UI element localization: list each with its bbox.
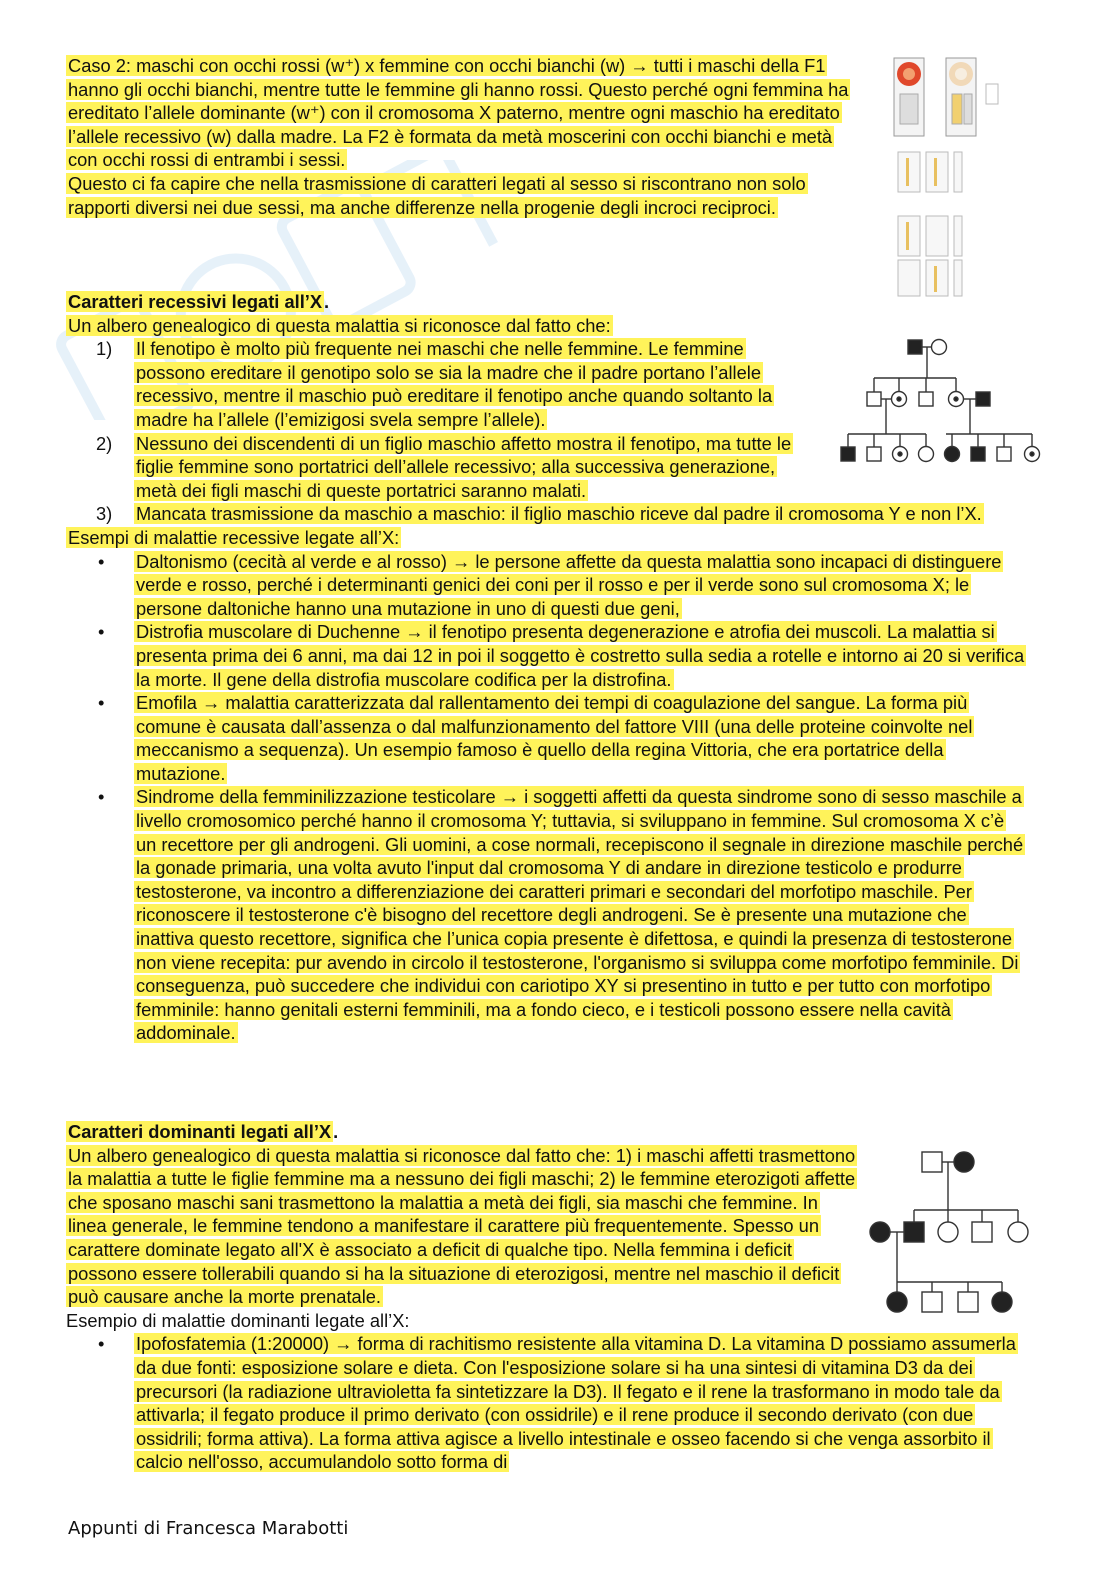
dominant-intro: Un albero genealogico di questa malattia si riconosce dal fatto che: 1) i maschi affetti trasmettono la malattia a tutte le figlie femmine ma a nessuno dei figli maschi; 2) le femmine eterozigoti affette che sposano maschi sani trasmettono la malattia a metà dei figli, sia maschi che femmine. In linea generale, le femmine tendono a manifestare il carattere più frequentemente. Spesso un carattere dominate legato all'X è associato a deficit di qualche tipo. Nella femmina i deficit possono essere tollerabili quando si ha la situazione di eterozigosi, mentre nel maschio il deficit può causare anche la morte prenatale. [68,1144,856,1308]
case2-paragraph: Caso 2: maschi con occhi rossi (w⁺) x femmine con occhi bianchi (w) → tutti i maschi della F1 hanno gli occhi bianchi, mentre tutte le femmine gli hanno rossi. Questo perché ogni femmina ha ereditato l’allele dominante (w⁺) con il cromosoma X paterno, mentre ogni maschio ha ereditato l’allele recessivo (w) dalla madre. La F2 è formata da metà moscerini con occhi bianchi e metà con occhi rossi di entrambi i sessi. [68,55,849,171]
dominant-section: Caratteri dominanti legati all’X . Un albero genealogico di questa malattia si riconosce dal fatto che: 1) i maschi affetti trasmettono la malattia a tutte le figlie femmine ma a nessuno dei figli maschi; 2) le femmine eterozigoti affette che sposano maschi sani trasmettono la malattia a metà dei figli, sia maschi che femmine. In linea generale, le femmine tendono a manifestare il carattere più frequentemente. Spesso un carattere dominate legato all'X è associato a deficit di qualche tipo. Nella femmina i deficit possono essere tollerabili quando si ha la situazione di eterozigosi, mentre nel maschio il deficit può causare anche la morte prenatale. Esempio di malattie dominanti legate all’X: • Ipofosfatemia (1:20000) → forma di rachitismo resistente alla vitamina D. La vitamina D possiamo assumerla da due fonti: esposizione solare e dieta. Con l'esposizione solare si ha una sintesi di vitamina D3 da dei precursori (la radiazione ultravioletta fa sintetizzare la D3). Il fegato e il rene la trasformano in modo tale da attivarla; il fegato produce il primo derivato (con ossidrile) e il rene produce il secondo derivato (con due ossidrili; forma attiva). La forma attiva agisce a livello intestinale e osseo facendo si che venga assorbito il calcio nell'osso, accumulandolo sotto forma di [66,1120,1026,1474]
page-footer: Appunti di Francesca Marabotti [68,1518,349,1539]
dominant-examples-intro: Esempio di malattie dominanti legate all’X: [66,1309,410,1331]
recessive-pedigree-chart-icon [836,334,1046,470]
recessive-heading: Caratteri recessivi legati all’X [68,291,323,312]
recessive-intro: Un albero genealogico di questa malattia si riconosce dal fatto che: [68,314,611,336]
recessive-examples-list [66,550,1026,1045]
list-item: • Sindrome della femminilizzazione testicolare → i soggetti affetti da questa sindrome sono di sesso maschile a livello cromosomico perché hanno il cromosoma Y; tuttavia, si sviluppano in femmine. Sul cromosoma X c’è un recettore per gli androgeni. Gli uomini, a cose normali, recepiscono il segnale in direzione maschile perché la gonade primaria, una volta avuto l'input dal cromosoma Y di andare in direzione testicolo e produrre testosterone, va incontro a differenziazione dei caratteri primari e secondari del morfotipo maschile. Per riconoscere il testosterone c'è bisogno del recettore degli androgeni. Se è presente una mutazione che inattiva questo recettore, significa che l’unica copia presente è difettosa, e quindi la presenza di testosterone non viene recepita: pur avendo in circolo il testosterone, l'organismo si sviluppa come morfotipo femminile. Di conseguenza, può succedere che individui con cariotipo XY si presentino in tutto e per tutto con morfotipo femminile: hanno genitali esterni femminili, ma a fondo cieco, e i testicoli possono essere nella cavità addominale. [98,786,1024,1044]
dominant-pedigree-chart-icon [864,1144,1044,1322]
list-item: • Ipofosfatemia (1:20000) → forma di rachitismo resistente alla vitamina D. La vitamina D possiamo assumerla da due fonti: esposizione solare e dieta. Con l'esposizione solare si ha una sintesi di vitamina D3 da dei precursori (la radiazione ultravioletta fa sintetizzare la D3). Il fegato e il rene la trasformano in modo tale da attivarla; il fegato produce il primo derivato (con ossidrile) e il rene produce il secondo derivato (con due ossidrili; forma attiva). La forma attiva agisce a livello intestinale e osseo facendo si che venga assorbito il calcio nell'osso, accumulandolo sotto forma di [98,1333,1016,1473]
list-item: • Daltonismo (cecità al verde e al rosso) → le persone affette da questa malattia sono incapaci di distinguere verde e rosso, perché i determinanti genici dei coni per il rosso e per il verde sono sul cromosoma X; le persone daltoniche hanno una mutazione in uno di questi due geni, [98,550,1002,619]
list-item: • Distrofia muscolare di Duchenne → il fenotipo presenta degenerazione e atrofia dei muscoli. La malattia si presenta prima dei 6 anni, ma dai 12 in poi il soggetto è costretto sulla sedia a rotelle e intorno ai 20 si verifica la morte. Il gene della distrofia muscolare codifica per la distrofina. [98,621,1025,690]
dominant-examples-list [66,1332,1026,1474]
recessive-examples-intro: Esempi di malattie recessive legate all’X: [68,526,400,548]
list-item: 1) Il fenotipo è molto più frequente nei maschi che nelle femmine. Le femmine possono ereditare il genotipo solo se sia la madre che il padre portano l’allele recessivo, mentre il maschio può ereditare il fenotipo anche quando soltanto la madre ha l’allele (l’emizigosi svela sempre l’allele). [96,338,773,430]
drosophila-cross-figure-icon [890,54,1000,299]
case2-section [66,54,866,219]
case2-conclusion: Questo ci fa capire che nella trasmissione di caratteri legati al sesso si riscontrano non solo rapporti diversi nei due sessi, ma anche differenze nella progenie degli incroci reciproci. [68,172,806,218]
dominant-heading: Caratteri dominanti legati all’X [68,1121,332,1142]
list-item: • Emofila → malattia caratterizzata dal rallentamento dei tempi di coagulazione del sangue. La forma più comune è causata dall’assenza o dal malfunzionamento del fattore VIII (una delle proteine coinvolte nel meccanismo a sequenza). Un esempio famoso è quello della regina Vittoria, che era portatrice della mutazione. [98,692,973,784]
list-item: 3) Mancata trasmissione da maschio a maschio: il figlio maschio riceve dal padre il cromosoma Y e non l’X. [96,503,982,525]
recessive-section: Caratteri recessivi legati all’X . Un albero genealogico di questa malattia si riconosce dal fatto che: 1) Il fenotipo è molto più frequente nei maschi che nelle femmine. Le femmine possono ereditare il genotipo solo se sia la madre che il padre portano l’allele recessivo, mentre il maschio può ereditare il fenotipo anche quando soltanto la madre ha l’allele (l’emizigosi svela sempre l’allele). 2) Nessuno dei discendenti di un figlio maschio affetto mostra il fenotipo, ma tutte le figlie femmine sono portatrici dell’allele recessivo; alla successiva generazione, metà dei figli maschi di queste portatrici saranno malati. 3) Mancata trasmissione da maschio a maschio: il figlio maschio riceve dal padre il cromosoma Y e non l’X. Esempi di malattie recessive legate all’X: • Daltonismo (cecità al verde e al rosso) → le persone affette da questa malattia sono incapaci di distinguere verde e rosso, perché i determinanti genici dei coni per il rosso e per il verde sono sul cromosoma X; le persone daltoniche hanno una mutazione in uno di questi due geni, • Distrofia muscolare di Duchenne → il fenotipo presenta degenerazione e atrofia dei muscoli. La malattia si presenta prima dei 6 anni, ma dai 12 in poi il soggetto è costretto sulla sedia a rotelle e intorno ai 20 si verifica la morte. Il gene della distrofia muscolare codifica per la distrofina. • Emofila → malattia caratterizzata dal rallentamento dei tempi di coagulazione del sangue. La forma più comune è causata dall’assenza o dal malfunzionamento del fattore VIII (una delle proteine coinvolte nel meccanismo a sequenza). Un esempio famoso è quello della regina Vittoria, che era portatrice della mutazione. • Sindrome della femminilizzazione testicolare → i soggetti affetti da questa sindrome sono di sesso maschile a livello cromosomico perché hanno il cromosoma Y; tuttavia, si sviluppano in femmine. Sul cromosoma X c’è un recettore per gli androgeni. Gli uomini, a cose normali, recepiscono il segnale in direzione maschile perché la gonade primaria, una volta avuto l'input dal cromosoma Y di andare in direzione testicolo e produrre testosterone, va incontro a differenziazione dei caratteri primari e secondari del morfotipo maschile. Per riconoscere il testosterone c'è bisogno del recettore degli androgeni. Se è presente una mutazione che inattiva questo recettore, significa che l’unica copia presente è difettosa, e quindi la presenza di testosterone non viene recepita: pur avendo in circolo il testosterone, l'organismo si sviluppa come morfotipo femminile. Di conseguenza, può succedere che individui con cariotipo XY si presentino in tutto e per tutto con morfotipo femminile: hanno genitali esterni femminili, ma a fondo cieco, e i testicoli possono essere nella cavità addominale. [68,291,1025,1044]
list-item: 2) Nessuno dei discendenti di un figlio maschio affetto mostra il fenotipo, ma tutte le figlie femmine sono portatrici dell’allele recessivo; alla successiva generazione, metà dei figli maschi di queste portatrici saranno malati. [96,432,792,501]
